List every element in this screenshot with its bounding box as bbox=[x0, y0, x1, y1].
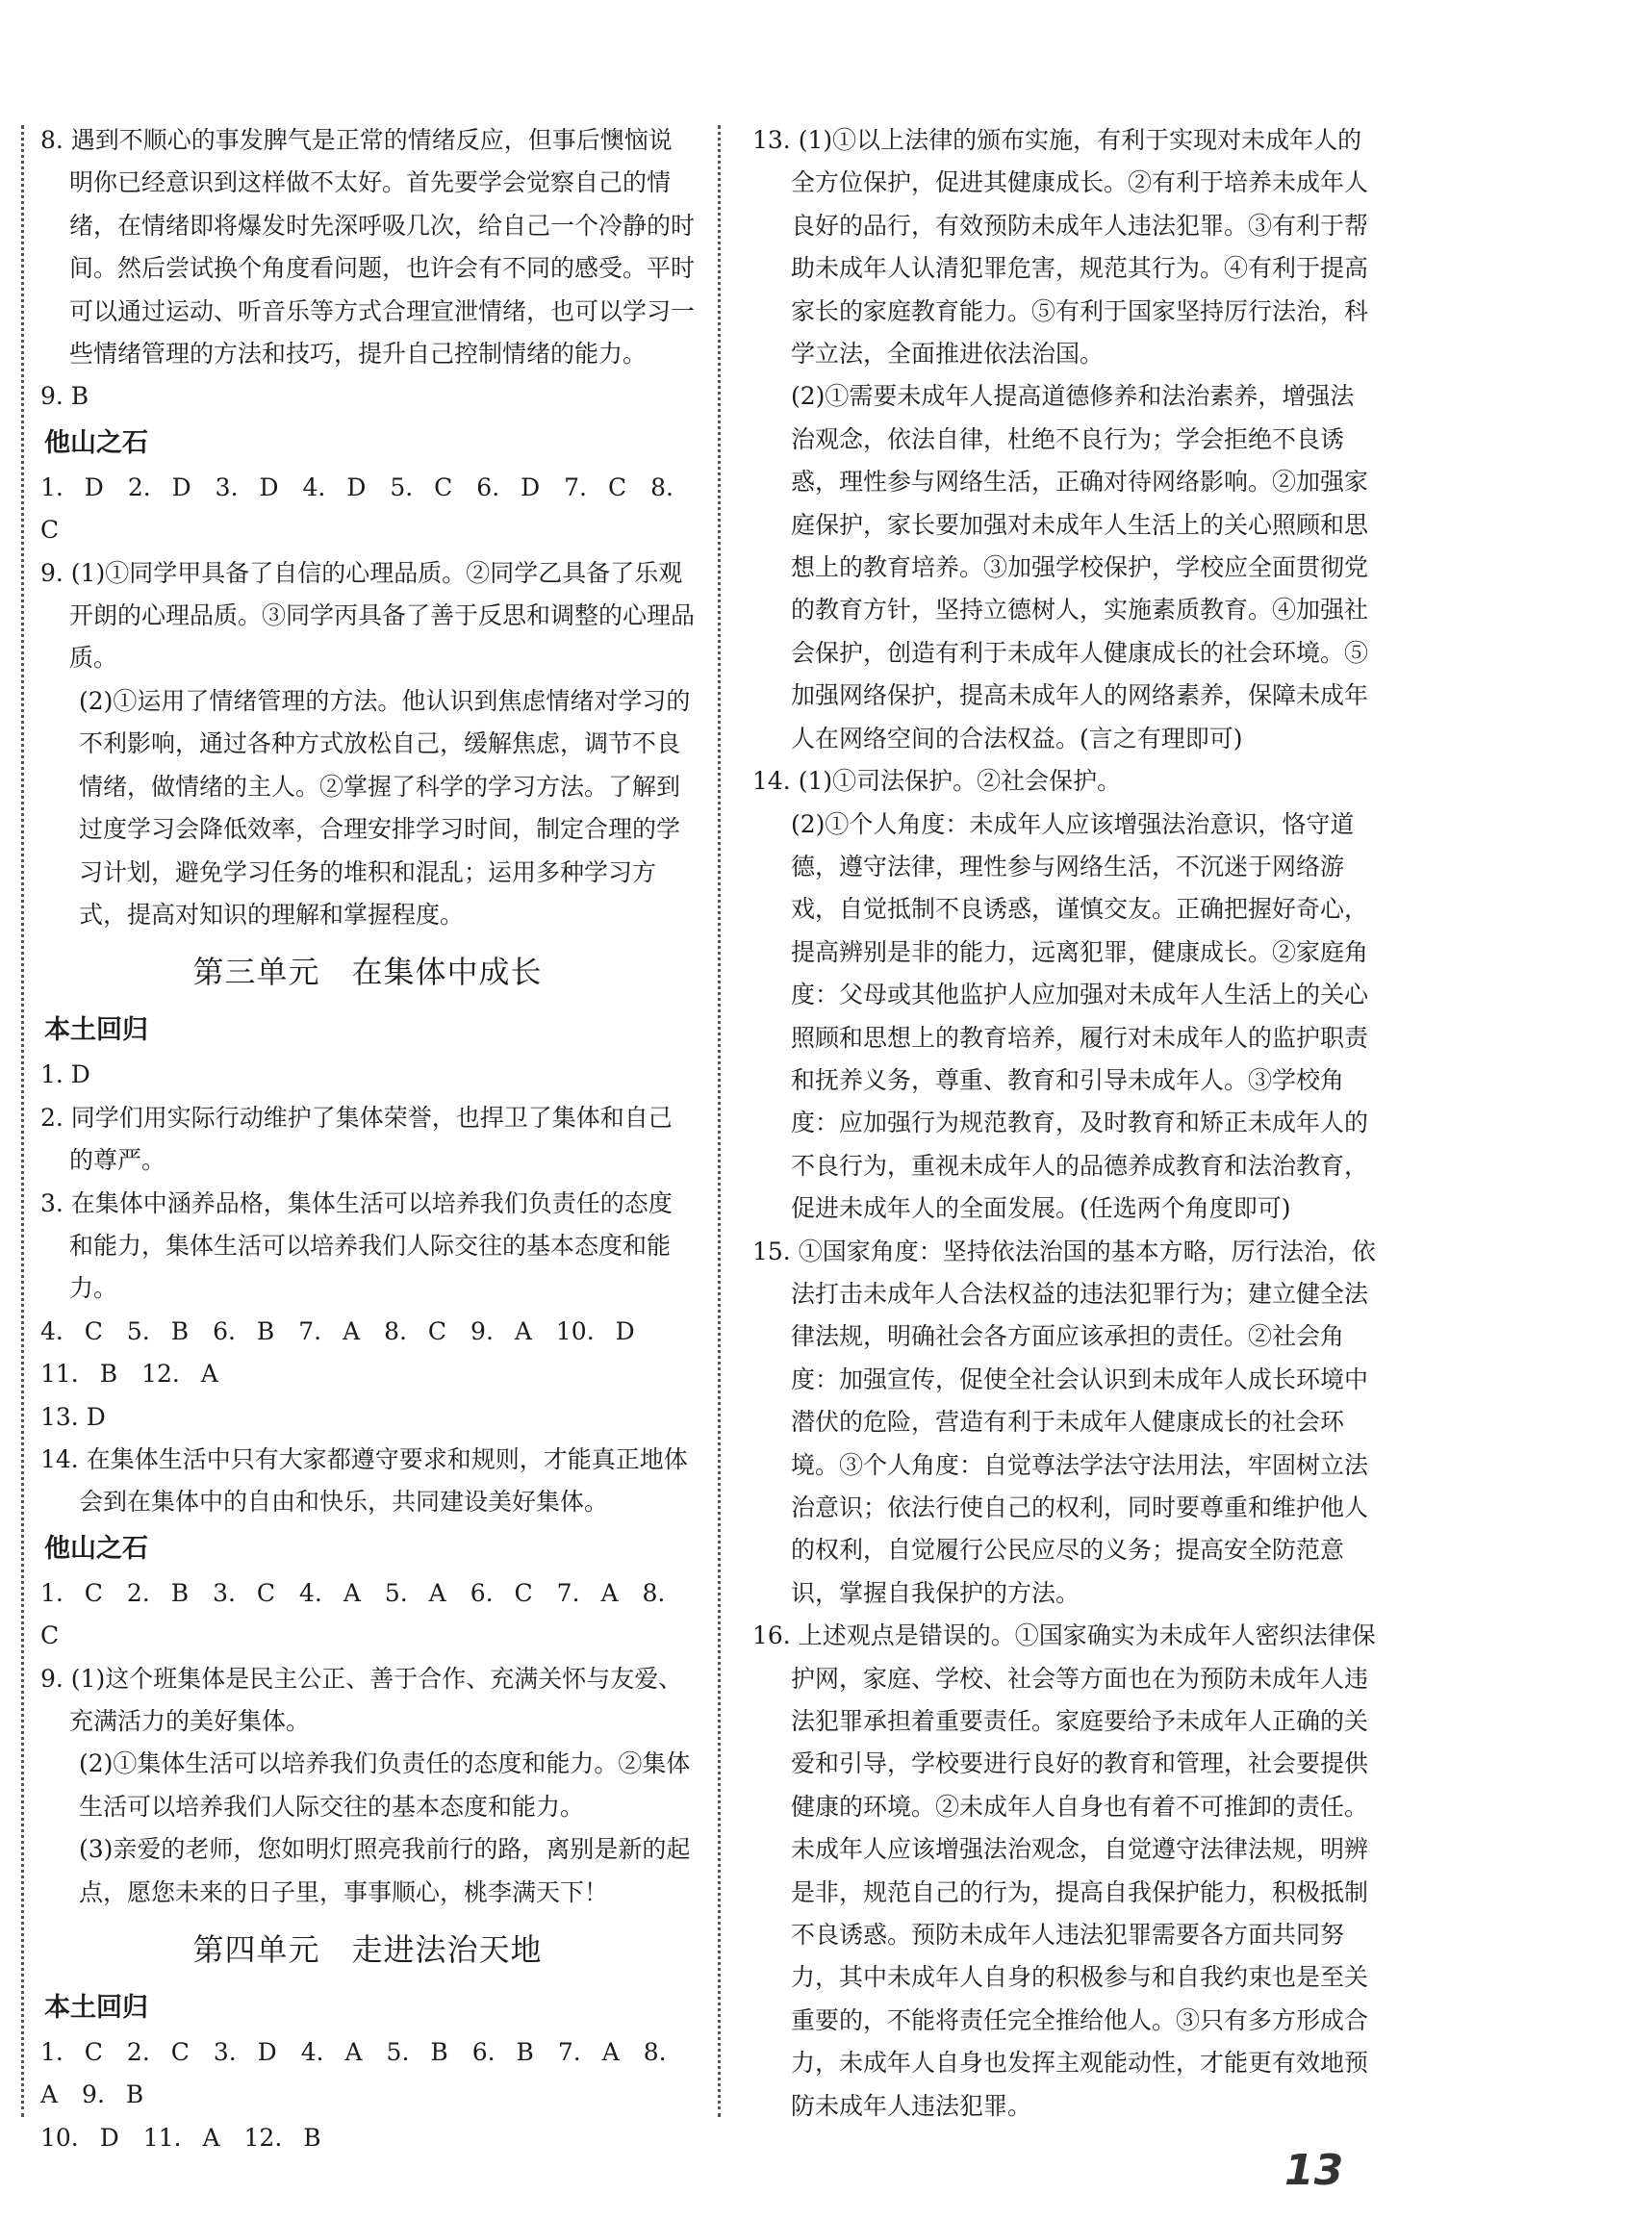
unit-4-title: 第四单元 走进法治天地 bbox=[192, 1931, 543, 1969]
unit3-choice-answers-2: 1. C 2. B 3. C 4. A 5. A 6. C 7. A 8. C bbox=[40, 1578, 666, 1650]
unit3-answer-1: 1. D bbox=[40, 1060, 90, 1089]
left-column bbox=[40, 119, 695, 2159]
unit4-choice-answers-2: 10. D 11. A 12. B bbox=[40, 2123, 321, 2152]
section-heading-tashan-2: 他山之石 bbox=[44, 1533, 148, 1564]
unit3-answer-9-3: (3)亲爱的老师，您如明灯照亮我前行的路，离别是新的起点，愿您未来的日子里，事事顺心，桃李满天下！ bbox=[79, 1835, 691, 1906]
answer-13-1: 13. (1)①以上法律的颁布实施，有利于实现对未成年人的全方位保护，促进其健康成长。②有利于培养未成年人良好的品行，有效预防未成年人违法犯罪。③有利于帮助未成年人认清犯罪危害，规范其行为。④有利于提高家长的家庭教育能力。⑤有利于国家坚持厉行法治，科学立法，全面推进依法治国。 bbox=[752, 126, 1369, 369]
unit3-answer-3: 3. 在集体中涵养品格，集体生活可以培养我们负责任的态度和能力，集体生活可以培养我们人际交往的基本态度和能力。 bbox=[40, 1188, 673, 1303]
unit3-choice-answers: 4. C 5. B 6. B 7. A 8. C 9. A 10. D 11. B 12. A bbox=[40, 1316, 659, 1389]
column-divider-dots bbox=[718, 125, 721, 2117]
unit3-answer-13: 13. D bbox=[40, 1402, 106, 1431]
answer-14-2: (2)①个人角度：未成年人应该增强法治意识，恪守道德，遵守法律，理性参与网络生活，不沉迷于网络游戏，自觉抵制不良诱惑，谨慎交友。正确把握好奇心，提高辨别是非的能力，远离犯罪，健康成长。②家庭角度：父母或其他监护人应加强对未成年人生活上的关心照顾和思想上的教育培养，履行对未成年人的监护职责和抚养义务，尊重、教育和引导未成年人。③学校角度：应加强行为规范教育，及时教育和矫正未成年人的不良行为，重视未成年人的品德养成教育和法治教育，促进未成年人的全面发展。(任选两个角度即可) bbox=[791, 809, 1369, 1223]
right-column bbox=[752, 119, 1376, 2128]
answer-8: 8. 遇到不顺心的事发脾气是正常的情绪反应，但事后懊恼说明你已经意识到这样做不太好。首先要学会觉察自己的情绪，在情绪即将爆发时先深呼吸几次，给自己一个冷静的时间。然后尝试换个角度看问题，也许会有不同的感受。平时可以通过运动、听音乐等方式合理宣泄情绪，也可以学习一些情绪管理的方法和技巧，提升自己控制情绪的能力。 bbox=[40, 126, 696, 369]
unit-3-title: 第三单元 在集体中成长 bbox=[192, 954, 543, 991]
answer-9-1: 9. (1)①同学甲具备了自信的心理品质。②同学乙具备了乐观开朗的心理品质。③同学丙具备了善于反思和调整的心理品质。 bbox=[40, 558, 696, 673]
section-heading-bentu: 本土回归 bbox=[44, 1015, 148, 1046]
answer-13-2: (2)①需要未成年人提高道德修养和法治素养，增强法治观念，依法自律，杜绝不良行为；学会拒绝不良诱惑，理性参与网络生活，正确对待网络影响。②加强家庭保护，家长要加强对未成年人生活上的关心照顾和思想上的教育培养。③加强学校保护，学校应全面贯彻党的教育方针，坚持立德树人，实施素质教育。④加强社会保护，创造有利于未成年人健康成长的社会环境。⑤加强网络保护，提高未成年人的网络素养，保障未成年人在网络空间的合法权益。(言之有理即可) bbox=[791, 382, 1369, 753]
unit4-choice-answers: 1. C 2. C 3. D 4. A 5. B 6. B 7. A 8. A 9. B bbox=[40, 2038, 667, 2109]
left-margin-dots bbox=[21, 125, 24, 2117]
page-number: 13 bbox=[1284, 2146, 1344, 2195]
unit3-answer-2: 2. 同学们用实际行动维护了集体荣誉，也捍卫了集体和自己的尊严。 bbox=[40, 1103, 673, 1175]
answer-15: 15. ①国家角度：坚持依法治国的基本方略，厉行法治，依法打击未成年人合法权益的违法犯罪行为；建立健全法律法规，明确社会各方面应该承担的责任。②社会角度：加强宣传，促使全社会认识到未成年人成长环境中潜伏的危险，营造有利于未成年人健康成长的社会环境。③个人角度：自觉尊法学法守法用法，牢固树立法治意识；依法行使自己的权利，同时要尊重和维护他人的权利，自觉履行公民应尽的义务；提高安全防范意识，掌握自我保护的方法。 bbox=[752, 1237, 1376, 1607]
section-heading-bentu-2: 本土回归 bbox=[44, 1993, 148, 2024]
choice-answers: 1. D 2. D 3. D 4. D 5. C 6. D 7. C 8. C bbox=[40, 472, 674, 545]
unit3-answer-9-2: (2)①集体生活可以培养我们负责任的态度和能力。②集体生活可以培养我们人际交往的基本态度和能力。 bbox=[79, 1749, 691, 1821]
answer-9-2: (2)①运用了情绪管理的方法。他认识到焦虑情绪对学习的不利影响，通过各种方式放松自己，缓解焦虑，调节不良情绪，做情绪的主人。②掌握了科学的学习方法。了解到过度学习会降低效率，合理安排学习时间，制定合理的学习计划，避免学习任务的堆积和混乱；运用多种学习方式，提高对知识的理解和掌握程度。 bbox=[79, 686, 691, 929]
answer-16: 16. 上述观点是错误的。①国家确实为未成年人密织法律保护网，家庭、学校、社会等方面也在为预防未成年人违法犯罪承担着重要责任。家庭要给予未成年人正确的关爱和引导，学校要进行良好的教育和管理，社会要提供健康的环境。②未成年人自身也有着不可推卸的责任。未成年人应该增强法治观念，自觉遵守法律法规，明辨是非，规范自己的行为，提高自我保护能力，积极抵制不良诱惑。预防未成年人违法犯罪需要各方面共同努力，其中未成年人自身的积极参与和自我约束也是至关重要的，不能将责任完全推给他人。③只有多方形成合力，未成年人自身也发挥主观能动性，才能更有效地预防未成年人违法犯罪。 bbox=[752, 1621, 1376, 2120]
unit3-answer-9-1: 9. (1)这个班集体是民主公正、善于合作、充满关怀与友爱、充满活力的美好集体。 bbox=[40, 1664, 683, 1735]
answer-9: 9. B bbox=[40, 382, 89, 411]
section-heading-tashan: 他山之石 bbox=[44, 427, 148, 458]
answer-14-1: 14. (1)①司法保护。②社会保护。 bbox=[752, 767, 1122, 796]
unit3-answer-14: 14. 在集体生活中只有大家都遵守要求和规则，才能真正地体会到在集体中的自由和快乐，共同建设美好集体。 bbox=[40, 1444, 688, 1517]
